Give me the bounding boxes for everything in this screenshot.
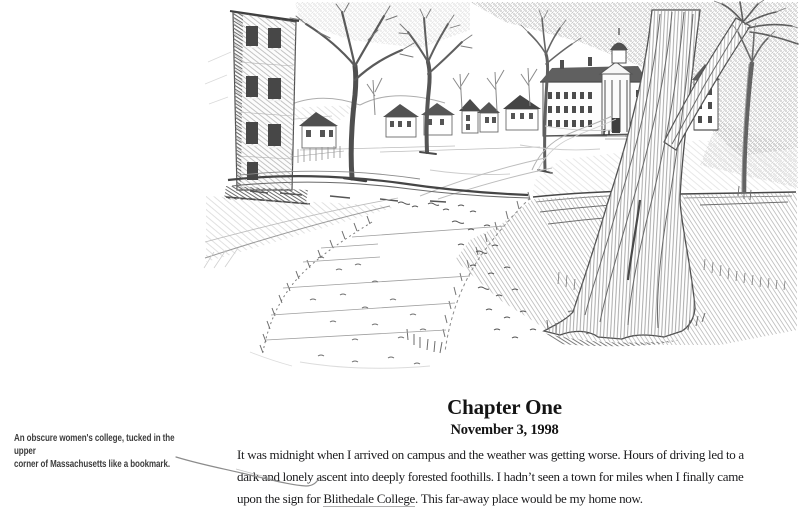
stray-pencil-strokes: [205, 52, 231, 104]
chapter-date: November 3, 1998: [450, 422, 559, 438]
paragraph-line-2: dark and lonely ascent into deeply forested foothills. I hadn’t seen a town for miles when I finally came: [237, 468, 744, 484]
paragraph-line-1: It was midnight when I arrived on campus and the weather was getting worse. Hours of driving led to a: [237, 447, 744, 462]
chapter-title: Chapter One: [447, 395, 562, 419]
college-name-underlined: Blithedale College: [323, 490, 416, 506]
paragraph-line-3-pre: upon the sign for: [237, 490, 324, 506]
margin-note-line-1: An obscure women's college, tucked in the upper: [14, 433, 175, 457]
paragraph-line-3-post: . This far-away place would be my home now.: [415, 490, 643, 506]
hills: [283, 96, 445, 122]
margin-note: [14, 432, 198, 471]
story-paragraph: [237, 444, 772, 509]
margin-note-line-2: corner of Massachusetts like a bookmark.: [14, 459, 170, 470]
paragraph-line-3: [237, 488, 772, 509]
chapter-heading-block: [237, 395, 772, 439]
